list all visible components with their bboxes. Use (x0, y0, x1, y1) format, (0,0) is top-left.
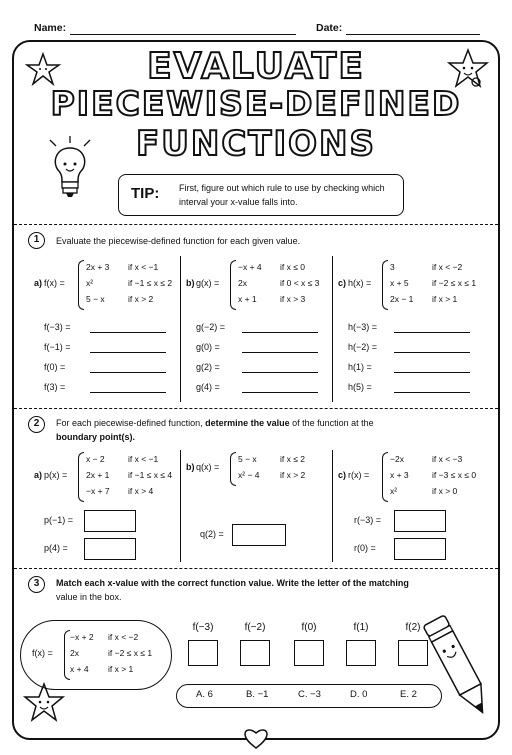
tip-text: First, figure out which rule to use by checking which interval your x-value falls into. (179, 183, 385, 207)
answer-line[interactable] (394, 372, 470, 373)
case-condition: if x ≤ 2 (280, 454, 305, 464)
evaluation-prompt: h(−2) = (348, 342, 378, 352)
case-condition: if 0 < x ≤ 3 (280, 278, 320, 288)
question-1-instruction: Evaluate the piecewise-defined function for each given value. (56, 236, 301, 246)
answer-line[interactable] (242, 392, 318, 393)
title-line-2: PIECEWISE-DEFINED (50, 84, 462, 123)
evaluation-prompt: f(3) = (44, 382, 66, 392)
case-expression: −x + 2 (70, 632, 94, 642)
match-input-label: f(1) (353, 622, 369, 633)
answer-box[interactable] (394, 510, 446, 532)
answer-line[interactable] (394, 332, 470, 333)
evaluation-prompt: g(0) = (196, 342, 220, 352)
case-expression: x² − 4 (238, 470, 260, 480)
case-condition: if −1 ≤ x ≤ 4 (128, 470, 173, 480)
answer-choice: B. −1 (246, 689, 269, 700)
section-divider (14, 224, 498, 225)
answer-choice: C. −3 (298, 689, 321, 700)
case-expression: x + 1 (238, 294, 257, 304)
question-2-instruction-line-2: boundary point(s). (56, 432, 135, 442)
function-name: p(x) = (44, 470, 68, 480)
boundary-prompt: r(0) = (354, 543, 376, 553)
case-expression: 2x + 1 (86, 470, 110, 480)
evaluation-prompt: g(−2) = (196, 322, 226, 332)
title-line-1: EVALUATE (147, 46, 365, 87)
boundary-prompt: q(2) = (200, 529, 224, 539)
match-answer-box[interactable] (398, 640, 428, 666)
case-expression: 5 − x (238, 454, 257, 464)
date-label: Date: (316, 22, 343, 34)
question-3-instruction-line-1: Match each x-value with the correct function value. Write the letter of the matching (56, 578, 409, 588)
case-condition: if −3 ≤ x ≤ 0 (432, 470, 477, 480)
question-3-number: 3 (28, 576, 45, 593)
case-condition: if x > 2 (128, 294, 154, 304)
evaluation-prompt: f(0) = (44, 362, 66, 372)
function-brace (78, 260, 84, 310)
evaluation-prompt: h(5) = (348, 382, 372, 392)
case-condition: if x > 0 (432, 486, 458, 496)
function-name: h(x) = (348, 278, 372, 288)
function-label: a) (34, 470, 43, 480)
case-expression: 3 (390, 262, 395, 272)
match-input-label: f(2) (405, 622, 421, 633)
function-brace (382, 260, 388, 310)
case-condition: if −2 ≤ x ≤ 1 (108, 648, 153, 658)
case-condition: if −1 ≤ x ≤ 2 (128, 278, 173, 288)
question-2-instruction-text: For each piecewise-defined function, (56, 418, 206, 428)
answer-line[interactable] (90, 352, 166, 353)
answer-box[interactable] (232, 524, 286, 546)
match-input-label: f(−3) (192, 622, 214, 633)
evaluation-prompt: g(2) = (196, 362, 220, 372)
case-expression: x + 3 (390, 470, 409, 480)
answer-line[interactable] (242, 332, 318, 333)
function-name: q(x) = (196, 462, 220, 472)
answer-line[interactable] (394, 392, 470, 393)
heart-icon (244, 728, 268, 750)
case-condition: if x > 3 (280, 294, 306, 304)
case-expression: 2x + 3 (86, 262, 110, 272)
case-condition: if x < −1 (128, 454, 159, 464)
question-2-instruction-text-2: of the function at the (289, 418, 374, 428)
case-expression: 2x − 1 (390, 294, 414, 304)
function-label: b) (186, 278, 195, 288)
question-2-instruction-bold: determine the value (205, 418, 290, 428)
function-brace (230, 260, 236, 310)
answer-line[interactable] (242, 352, 318, 353)
answer-choice: E. 2 (400, 689, 417, 700)
question-2-instruction (56, 416, 374, 430)
column-divider (180, 450, 181, 562)
match-input-label: f(−2) (244, 622, 266, 633)
case-expression: 2x (238, 278, 247, 288)
case-expression: 5 − x (86, 294, 105, 304)
match-answer-box[interactable] (240, 640, 270, 666)
case-expression: 2x (70, 648, 79, 658)
evaluation-prompt: g(4) = (196, 382, 220, 392)
answer-line[interactable] (394, 352, 470, 353)
question-2-number: 2 (28, 416, 45, 433)
column-divider (332, 256, 333, 402)
evaluation-prompt: f(−3) = (44, 322, 71, 332)
function-brace (382, 452, 388, 502)
answer-line[interactable] (90, 332, 166, 333)
answer-line[interactable] (242, 372, 318, 373)
match-answer-box[interactable] (188, 640, 218, 666)
date-field[interactable] (346, 34, 480, 35)
evaluation-prompt: h(1) = (348, 362, 372, 372)
column-divider (180, 256, 181, 402)
answer-box[interactable] (394, 538, 446, 560)
case-condition: if x < −2 (432, 262, 463, 272)
answer-box[interactable] (84, 510, 136, 532)
function-name: r(x) = (348, 470, 370, 480)
case-condition: if x > 2 (280, 470, 306, 480)
column-divider (332, 450, 333, 562)
boundary-prompt: p(−1) = (44, 515, 74, 525)
case-condition: if x < −3 (432, 454, 463, 464)
case-condition: if x < −1 (128, 262, 159, 272)
case-expression: x² (86, 278, 94, 288)
boundary-prompt: p(4) = (44, 543, 68, 553)
case-expression: x + 4 (70, 664, 89, 674)
answer-choice: A. 6 (196, 689, 213, 700)
case-condition: if −2 ≤ x ≤ 1 (432, 278, 477, 288)
match-input-label: f(0) (301, 622, 317, 633)
case-condition: if x > 4 (128, 486, 154, 496)
answer-line[interactable] (90, 372, 166, 373)
name-label: Name: (34, 22, 67, 34)
evaluation-prompt: h(−3) = (348, 322, 378, 332)
function-brace (78, 452, 84, 502)
function-label: a) (34, 278, 43, 288)
case-expression: x − 2 (86, 454, 105, 464)
function-name: f(x) = (32, 648, 53, 658)
name-field[interactable] (70, 34, 296, 35)
function-label: b) (186, 462, 195, 472)
case-condition: if x > 1 (432, 294, 458, 304)
case-expression: −x + 4 (238, 262, 262, 272)
case-condition: if x ≤ 0 (280, 262, 305, 272)
tip-label: TIP: (131, 185, 160, 202)
question-3-instruction-line-2: value in the box. (56, 592, 122, 602)
case-condition: if x > 1 (108, 664, 134, 674)
section-divider (14, 568, 498, 569)
answer-box[interactable] (84, 538, 136, 560)
match-answer-box[interactable] (294, 640, 324, 666)
answer-line[interactable] (90, 392, 166, 393)
match-answer-box[interactable] (346, 640, 376, 666)
question-1-number: 1 (28, 232, 45, 249)
case-expression: x² (390, 486, 398, 496)
function-label: c) (338, 278, 347, 288)
function-name: f(x) = (44, 278, 65, 288)
section-divider (14, 408, 498, 409)
boundary-prompt: r(−3) = (354, 515, 382, 525)
function-brace (230, 452, 236, 486)
function-name: g(x) = (196, 278, 220, 288)
case-expression: x + 5 (390, 278, 409, 288)
tip-box (118, 174, 404, 216)
case-expression: −x + 7 (86, 486, 110, 496)
title-line-3: FUNCTIONS (136, 124, 376, 164)
function-label: c) (338, 470, 347, 480)
case-expression: −2x (390, 454, 404, 464)
answer-choice: D. 0 (350, 689, 368, 700)
evaluation-prompt: f(−1) = (44, 342, 71, 352)
case-condition: if x < −2 (108, 632, 139, 642)
